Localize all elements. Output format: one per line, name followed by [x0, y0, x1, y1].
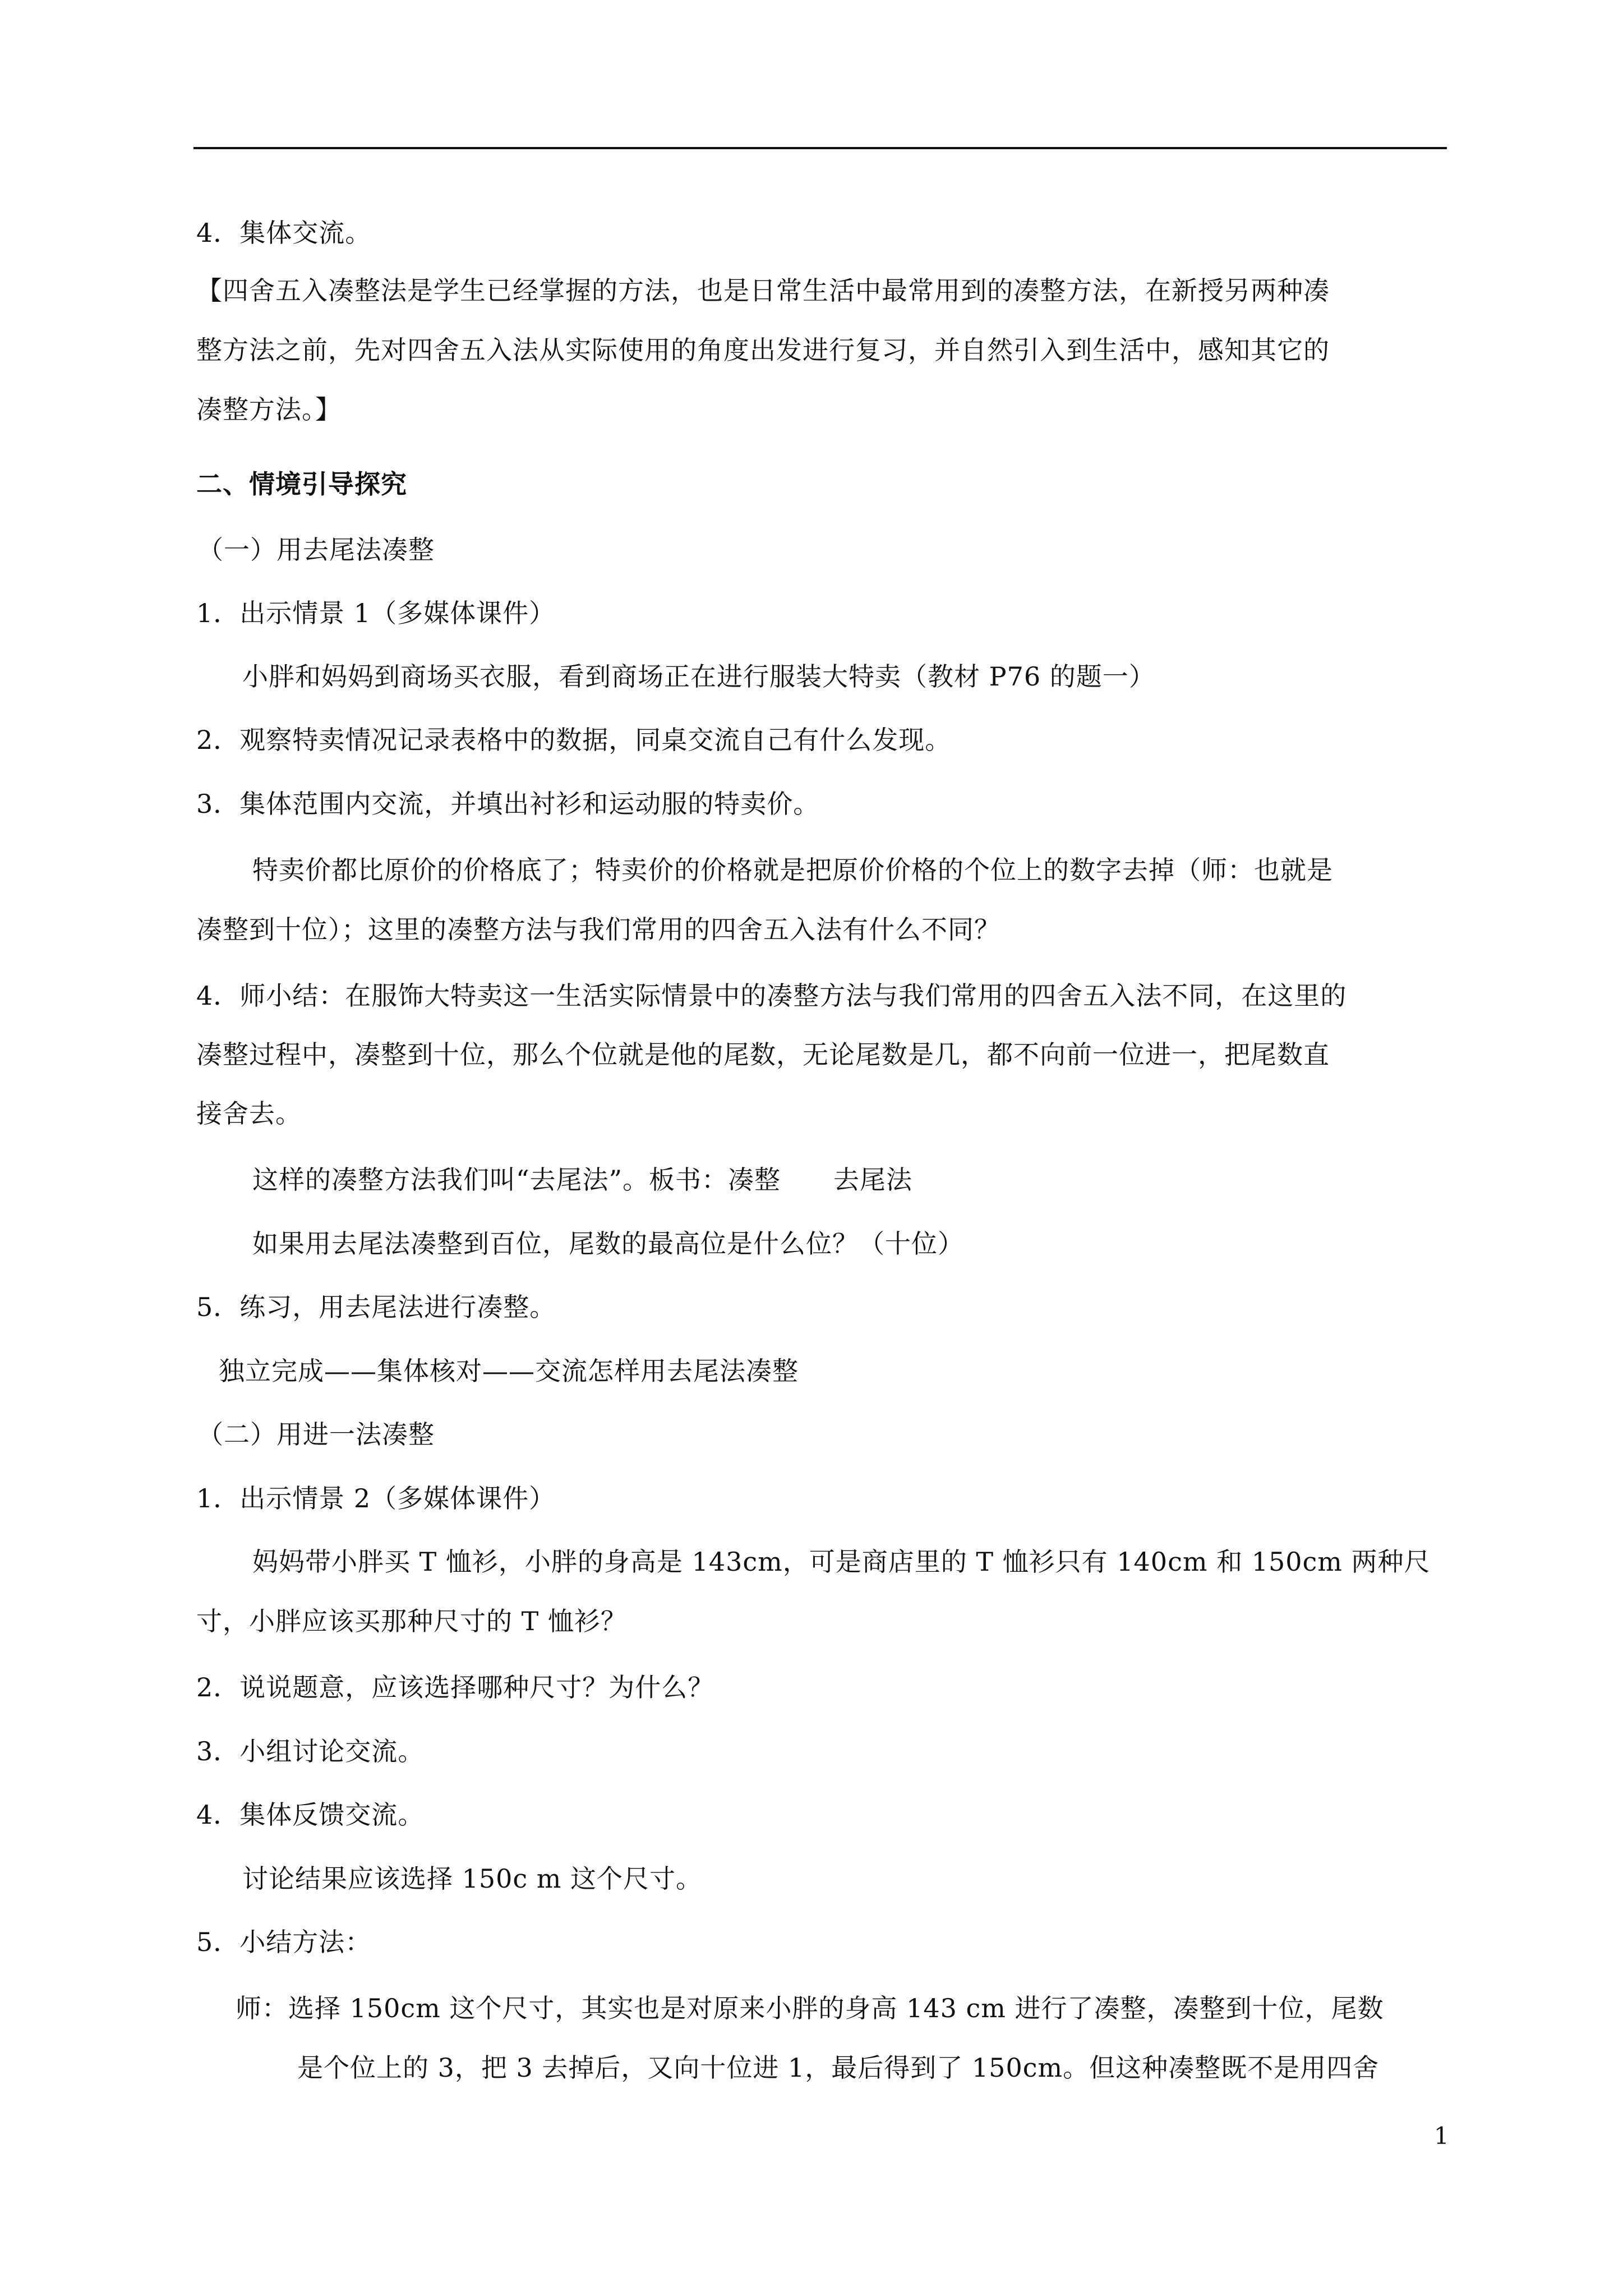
- subsection-heading: （二）用进一法凑整: [197, 1419, 435, 1450]
- text-line: 3．小组讨论交流。: [196, 1736, 425, 1766]
- text-line: 这样的凑整方法我们叫“去尾法”。板书：凑整 去尾法: [252, 1165, 913, 1195]
- text-line: 2．说说题意，应该选择哪种尺寸？为什么？: [196, 1672, 714, 1703]
- text-line: 【四舍五入凑整法是学生已经掌握的方法，也是日常生活中最常用到的凑整方法，在新授另两种凑: [196, 275, 1330, 306]
- text-line: 妈妈带小胖买 T 恤衫，小胖的身高是 143cm，可是商店里的 T 恤衫只有 140cm 和 150cm 两种尺: [252, 1547, 1431, 1577]
- text-line: 接舍去。: [196, 1098, 302, 1129]
- text-line: 讨论结果应该选择 150c m 这个尺寸。: [242, 1864, 703, 1894]
- text-line: 小胖和妈妈到商场买衣服，看到商场正在进行服装大特卖（教材 P76 的题一）: [242, 661, 1155, 692]
- text-line: 5．练习，用去尾法进行凑整。: [196, 1292, 556, 1322]
- text-line: 如果用去尾法凑整到百位，尾数的最高位是什么位？（十位）: [252, 1228, 964, 1259]
- text-line: 5．小结方法：: [196, 1927, 372, 1957]
- text-line: 2．观察特卖情况记录表格中的数据，同桌交流自己有什么发现。: [196, 725, 952, 755]
- text-line: 1．出示情景 1（多媒体课件）: [196, 598, 556, 628]
- text-line: 独立完成——集体核对——交流怎样用去尾法凑整: [219, 1356, 799, 1386]
- text-line: 3．集体范围内交流，并填出衬衫和运动服的特卖价。: [196, 789, 820, 819]
- text-line: 特卖价都比原价的价格底了；特卖价的价格就是把原价价格的个位上的数字去掉（师：也就是: [252, 855, 1333, 885]
- subsection-heading: （一）用去尾法凑整: [197, 535, 435, 565]
- text-line: 师：选择 150cm 这个尺寸，其实也是对原来小胖的身高 143 cm 进行了凑整，凑整到十位，尾数: [236, 1993, 1384, 2023]
- header-rule: [193, 147, 1447, 149]
- page-number: 1: [1434, 2122, 1449, 2150]
- text-line: 是个位上的 3，把 3 去掉后，又向十位进 1，最后得到了 150cm。但这种凑整既不是用四舍: [297, 2053, 1380, 2083]
- text-line: 4．集体反馈交流。: [196, 1800, 425, 1830]
- text-line: 1．出示情景 2（多媒体课件）: [196, 1483, 556, 1513]
- section-heading: 二、情境引导探究: [196, 469, 407, 499]
- text-line: 4．师小结：在服饰大特卖这一生活实际情景中的凑整方法与我们常用的四舍五入法不同，在这里的: [196, 981, 1347, 1011]
- text-line: 寸，小胖应该买那种尺寸的 T 恤衫？: [196, 1606, 627, 1636]
- text-line: 4．集体交流。: [196, 218, 372, 248]
- text-line: 凑整到十位）；这里的凑整方法与我们常用的四舍五入法有什么不同？: [196, 914, 1000, 945]
- text-line: 凑整方法。】: [196, 394, 342, 425]
- text-line: 整方法之前，先对四舍五入法从实际使用的角度出发进行复习，并自然引入到生活中，感知其它的: [196, 335, 1330, 365]
- text-line: 凑整过程中，凑整到十位，那么个位就是他的尾数，无论尾数是几，都不向前一位进一，把尾数直: [196, 1039, 1330, 1070]
